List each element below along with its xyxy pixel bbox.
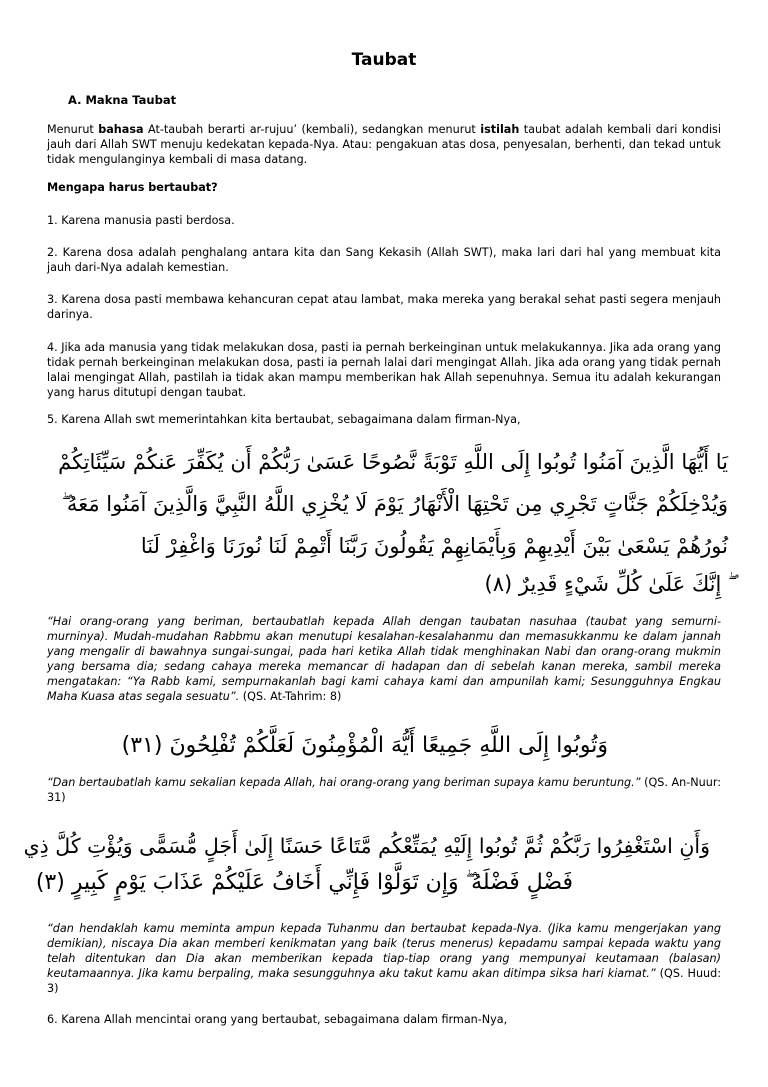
verse1-arabic-line-4: ۖ إِنَّكَ عَلَىٰ كُلِّ شَيْءٍ قَدِيرٌ (٨): [484, 572, 728, 596]
verse1-translation-text: “Hai orang-orang yang beriman, bertaubatlah kepada Allah dengan taubatan nasuhaa (taubat yang semurni-murninya). Mudah-mudahan Rabbmu akan menutupi kesalahan-kesalahanmu dan memasukkanmu ke dalam jannah yang mengalir di bawahnya sungai-sungai, pada hari ketika Allah tidak menghinakan Nabi dan orang-orang mukmin yang bersama dia; sedang cahaya mereka memancar di hadapan dan di sebelah kanan mereka, sambil mereka mengatakan: “Ya Rabb kami, sempurnakanlah bagi kami cahaya kami dan ampunilah kami; Sesungguhnya Engkau Maha Kuasa atas segala sesuatu”.: [47, 615, 721, 703]
reason-4: 4. Jika ada manusia yang tidak melakukan dosa, pasti ia pernah berkeinginan untuk melakukannya. Jika ada orang yang tidak pernah berkeinginan melakukan dosa, pasti ia pernah lalai dari mengingat Allah. Jika ada orang yang tidak pernah lalai mengingat Allah, pastilah ia tidak akan mampu memberikan hak Allah sepenuhnya. Semua itu adalah kekurangan yang harus ditutupi dengan taubat.: [47, 341, 721, 399]
verse3-arabic-line-1: وَأَنِ اسْتَغْفِرُوا رَبَّكُمْ ثُمَّ تُوبُوا إِلَيْهِ يُمَتِّعْكُم مَّتَاعًا حَسَنًا إِلَىٰ أَجَلٍ مُّسَمًّى وَيُؤْتِ كُلَّ ذِي: [23, 834, 710, 858]
verse1-arabic-line-1: يَا أَيُّهَا الَّذِينَ آمَنُوا تُوبُوا إِلَى اللَّهِ تَوْبَةً نَّصُوحًا عَسَىٰ رَبُّكُمْ أَن يُكَفِّرَ عَنكُمْ سَيِّئَاتِكُمْ: [58, 450, 728, 474]
reason-5: 5. Karena Allah swt memerintahkan kita bertaubat, sebagaimana dalam firman-Nya,: [47, 413, 521, 426]
verse3-arabic-line-2: فَضْلٍ فَضْلَهُ ۖ وَإِن تَوَلَّوْا فَإِنِّي أَخَافُ عَلَيْكُمْ عَذَابَ يَوْمٍ كَبِيرٍ (٣): [35, 870, 573, 895]
intro-text-3: taubat adalah kembali dari kondisi jauh dari Allah SWT menuju kedekatan kepada-Nya. Atau: pengakuan atas dosa, penyesalan, berhenti, dan tekad untuk tidak mengulanginya kembali di masa datang.: [47, 123, 721, 166]
verse3-translation-text: “dan hendaklah kamu meminta ampun kepada Tuhanmu dan bertaubat kepada-Nya. (Jika kamu mengerjakan yang demikian), niscaya Dia akan memberi kenikmatan yang baik (terus menerus) kepadamu sampai kepada waktu yang telah ditentukan dan Dia akan memberikan kepada tiap-tiap orang yang mempunyai keutamaan (balasan) keutamaannya. Jika kamu berpaling, maka sesungguhnya aku takut kamu akan ditimpa siksa hari kiamat.”: [47, 922, 721, 980]
verse3-translation: [47, 921, 721, 996]
verse3-reference: (QS. Huud: 3): [47, 967, 721, 995]
reason-1: 1. Karena manusia pasti berdosa.: [47, 214, 235, 227]
intro-text-2: At-taubah berarti ar-rujuu’ (kembali), sedangkan menurut: [143, 123, 481, 136]
intro-paragraph: [47, 122, 721, 167]
page-title: Taubat: [351, 50, 417, 70]
verse1-reference: (QS. At-Tahrim: 8): [239, 690, 342, 703]
reason-3: 3. Karena dosa pasti membawa kehancuran cepat atau lambat, maka mereka yang berakal sehat pasti segera menjauh darinya.: [47, 293, 721, 321]
verse2-translation-text: “Dan bertaubatlah kamu sekalian kepada Allah, hai orang-orang yang beriman supaya kamu beruntung.”: [47, 776, 641, 789]
intro-bold-istilah: istilah: [480, 123, 520, 136]
verse1-arabic-line-3: نُورُهُمْ يَسْعَىٰ بَيْنَ أَيْدِيهِمْ وَبِأَيْمَانِهِمْ يَقُولُونَ رَبَّنَا أَتْمِمْ لَنَا نُورَنَا وَاغْفِرْ لَنَا: [140, 534, 728, 558]
verse2-translation: [47, 775, 721, 805]
verse1-translation: [47, 614, 721, 704]
verse2-arabic: وَتُوبُوا إِلَى اللَّهِ جَمِيعًا أَيُّهَ الْمُؤْمِنُونَ لَعَلَّكُمْ تُفْلِحُونَ (٣١): [121, 733, 608, 758]
reason-2: 2. Karena dosa adalah penghalang antara kita dan Sang Kekasih (Allah SWT), maka lari dari hal yang membuat kita jauh dari-Nya adalah kemestian.: [47, 246, 721, 274]
section-heading-makna-taubat: A. Makna Taubat: [68, 93, 177, 107]
intro-bold-bahasa: bahasa: [98, 123, 144, 136]
verse1-arabic-line-2: وَيُدْخِلَكُمْ جَنَّاتٍ تَجْرِي مِن تَحْتِهَا الْأَنْهَارُ يَوْمَ لَا يُخْزِي اللَّهُ النَّبِيَّ وَالَّذِينَ آمَنُوا مَعَهُ ۖ: [61, 492, 728, 516]
why-heading: Mengapa harus bertaubat?: [47, 181, 218, 194]
reason-6: 6. Karena Allah mencintai orang yang bertaubat, sebagaimana dalam firman-Nya,: [47, 1013, 508, 1026]
verse2-reference: (QS. An-Nuur: 31): [47, 776, 721, 804]
intro-text-1: Menurut: [47, 123, 99, 136]
